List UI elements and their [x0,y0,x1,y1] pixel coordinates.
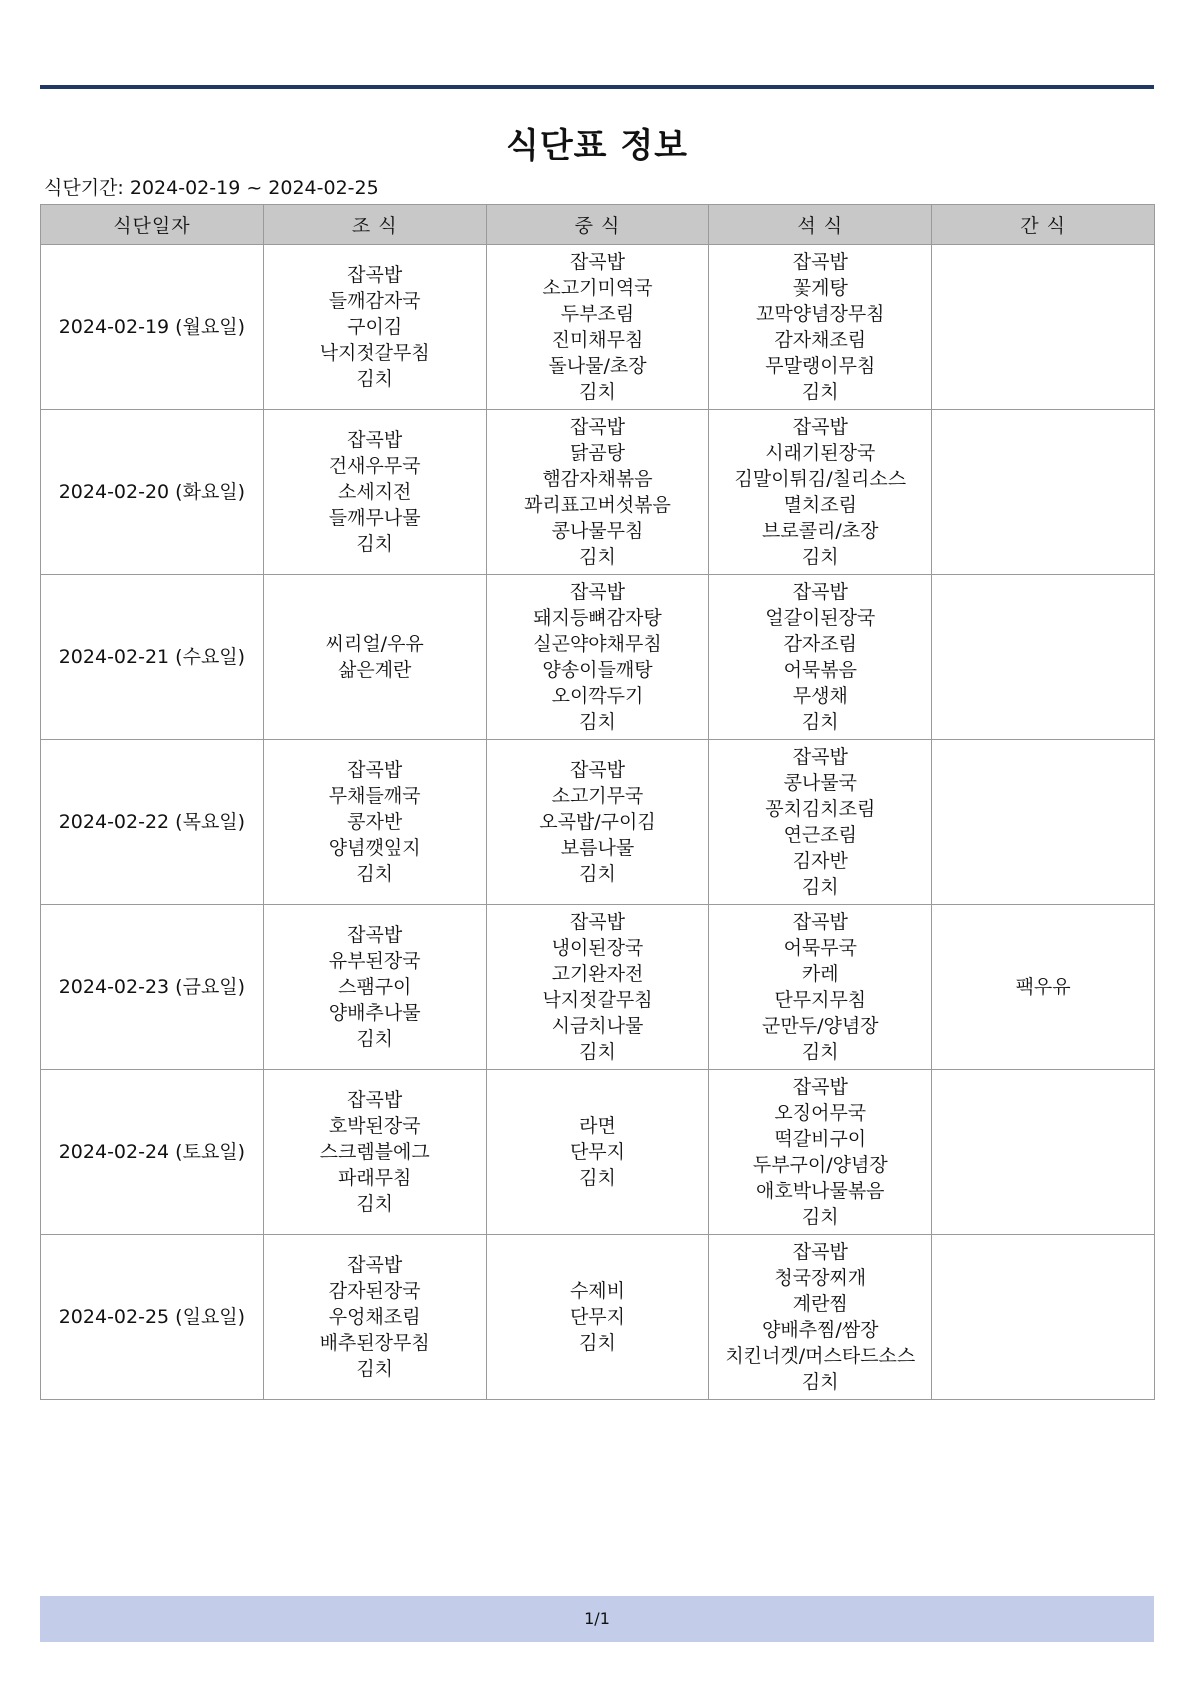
dish-item: 구이김 [347,316,403,338]
dish-item: 두부구이/양념장 [752,1154,888,1176]
dish-item: 김치 [801,711,839,733]
cell-lunch [486,1070,709,1235]
dish-item: 시금치나물 [551,1015,644,1037]
top-divider [40,85,1154,89]
table-header-row [41,205,1155,245]
header-date: 식단일자 [41,205,264,245]
dish-item: 보름나물 [560,837,635,859]
dish-item: 파래무침 [337,1167,412,1189]
dish-item: 스팸구이 [337,976,412,998]
dish-item: 돼지등뼈감자탕 [533,607,662,629]
dish-item: 냉이된장국 [551,937,644,959]
cell-date: 2024-02-20 (화요일) [41,410,264,575]
dish-item: 양념깻잎지 [328,837,421,859]
cell-lunch [486,1235,709,1400]
dish-item: 낙지젓갈무침 [319,342,430,364]
dish-item: 김자반 [792,850,848,872]
dish-item: 소고기무국 [551,785,644,807]
dish-item: 브로콜리/초장 [762,520,879,542]
dish-item: 김치 [801,876,839,898]
dish-item: 잡곡밥 [792,416,848,438]
table-row [41,1070,1155,1235]
cell-snack [932,905,1155,1070]
cell-date: 2024-02-24 (토요일) [41,1070,264,1235]
dish-item: 잡곡밥 [792,1241,848,1263]
header-breakfast: 조 식 [263,205,486,245]
dish-item: 무생채 [792,685,848,707]
meal-table [40,204,1155,1400]
dish-item: 잡곡밥 [347,924,403,946]
dish-item: 김치 [579,1041,616,1063]
table-row [41,1235,1155,1400]
dish-item: 김치 [579,711,616,733]
table-row [41,410,1155,575]
dish-item: 닭곰탕 [569,442,626,464]
dish-item: 무말랭이무침 [765,355,876,377]
cell-breakfast [263,1070,486,1235]
cell-breakfast [263,905,486,1070]
dish-item: 잡곡밥 [347,1089,403,1111]
dish-item: 김치 [356,1358,394,1380]
dish-item: 라면 [579,1115,616,1137]
dish-item: 삶은계란 [337,659,412,681]
dish-item: 잡곡밥 [792,746,848,768]
dish-item: 김치 [579,1332,616,1354]
dish-item: 잡곡밥 [347,429,403,451]
cell-snack [932,410,1155,575]
dish-item: 두부조림 [560,303,635,325]
dish-item: 김치 [801,1041,839,1063]
cell-snack [932,1235,1155,1400]
dish-item: 잡곡밥 [792,1076,848,1098]
dish-item: 돌나물/초장 [548,355,647,377]
cell-dinner [709,740,932,905]
dish-item: 김치 [356,533,394,555]
dish-item: 실곤약야채무침 [533,633,662,655]
cell-date: 2024-02-22 (목요일) [41,740,264,905]
dish-item: 씨리얼/우유 [325,633,424,655]
cell-dinner [709,410,932,575]
meal-period: 식단기간: 2024-02-19 ~ 2024-02-25 [44,177,379,199]
dish-item: 떡갈비구이 [774,1128,867,1150]
cell-lunch [486,575,709,740]
dish-item: 배추된장무침 [319,1332,430,1354]
cell-snack [932,1070,1155,1235]
dish-item: 꽁치김치조림 [765,798,876,820]
dish-item: 김치 [579,863,616,885]
header-dinner: 석 식 [709,205,932,245]
dish-item: 우엉채조림 [328,1306,421,1328]
dish-item: 소고기미역국 [542,277,653,299]
dish-item: 콩나물국 [783,772,857,794]
dish-item: 꼬막양념장무침 [756,303,885,325]
header-lunch: 중 식 [486,205,709,245]
dish-item: 낙지젓갈무침 [542,989,653,1011]
page-footer [40,1596,1154,1642]
dish-item: 김치 [356,863,394,885]
dish-item: 김치 [356,1028,394,1050]
dish-item: 얼갈이된장국 [765,607,876,629]
page-number: 1/1 [584,1609,610,1628]
page-title: 식단표 정보 [505,126,689,166]
dish-item: 잡곡밥 [569,581,626,603]
cell-dinner [709,575,932,740]
cell-date: 2024-02-19 (월요일) [41,245,264,410]
dish-item: 연근조림 [783,824,857,846]
dish-item: 진미채무침 [551,329,644,351]
cell-lunch [486,410,709,575]
dish-item: 오징어무국 [774,1102,867,1124]
cell-date: 2024-02-23 (금요일) [41,905,264,1070]
dish-item: 잡곡밥 [347,264,403,286]
dish-item: 애호박나물볶음 [756,1180,885,1202]
cell-breakfast [263,410,486,575]
dish-item: 치킨너겟/머스타드소스 [725,1345,916,1367]
cell-lunch [486,245,709,410]
cell-breakfast [263,1235,486,1400]
dish-item: 김치 [356,368,394,390]
dish-item: 멸치조림 [783,494,857,516]
dish-item: 김치 [801,1206,839,1228]
dish-item: 군만두/양념장 [762,1015,879,1037]
dish-item: 잡곡밥 [569,759,626,781]
cell-dinner [709,1235,932,1400]
dish-item: 양배추찜/쌈장 [762,1319,879,1341]
dish-item: 소세지전 [337,481,412,503]
cell-dinner [709,1070,932,1235]
dish-item: 잡곡밥 [347,1254,403,1276]
dish-item: 단무지 [569,1141,626,1163]
dish-item: 단무지무침 [774,989,867,1011]
cell-breakfast [263,740,486,905]
dish-item: 김치 [801,381,839,403]
dish-item: 콩자반 [347,811,403,833]
dish-item: 팩우유 [1015,976,1071,998]
dish-item: 시래기된장국 [765,442,876,464]
dish-item: 오이깍두기 [551,685,644,707]
dish-item: 잡곡밥 [569,911,626,933]
dish-item: 어묵무국 [783,937,857,959]
dish-item: 무채들깨국 [328,785,421,807]
cell-snack [932,245,1155,410]
dish-item: 꽃게탕 [792,277,848,299]
table-body [41,245,1155,1400]
dish-item: 김치 [579,381,616,403]
table-row [41,905,1155,1070]
dish-item: 수제비 [569,1280,626,1302]
table-row [41,245,1155,410]
dish-item: 건새우무국 [328,455,421,477]
dish-item: 김치 [579,546,616,568]
header-snack: 간 식 [932,205,1155,245]
dish-item: 계란찜 [792,1293,848,1315]
table-row [41,575,1155,740]
dish-item: 콩나물무침 [551,520,644,542]
dish-item: 김말이튀김/칠리소스 [734,468,907,490]
dish-item: 김치 [801,546,839,568]
dish-item: 오곡밥/구이김 [539,811,656,833]
dish-item: 카레 [801,963,839,985]
cell-date: 2024-02-21 (수요일) [41,575,264,740]
dish-item: 청국장찌개 [774,1267,867,1289]
dish-item: 감자된장국 [328,1280,421,1302]
cell-dinner [709,245,932,410]
dish-item: 스크렘블에그 [319,1141,430,1163]
cell-lunch [486,740,709,905]
dish-item: 잡곡밥 [569,416,626,438]
table-row [41,740,1155,905]
dish-item: 잡곡밥 [569,251,626,273]
dish-item: 잡곡밥 [347,759,403,781]
dish-item: 김치 [356,1193,394,1215]
cell-snack [932,740,1155,905]
cell-date: 2024-02-25 (일요일) [41,1235,264,1400]
cell-lunch [486,905,709,1070]
cell-snack [932,575,1155,740]
dish-item: 호박된장국 [328,1115,421,1137]
dish-item: 들깨무나물 [328,507,421,529]
dish-item: 유부된장국 [328,950,421,972]
dish-item: 잡곡밥 [792,581,848,603]
dish-item: 꽈리표고버섯볶음 [524,494,671,516]
dish-item: 양송이들깨탕 [542,659,653,681]
cell-breakfast [263,245,486,410]
dish-item: 단무지 [569,1306,626,1328]
cell-breakfast [263,575,486,740]
dish-item: 감자조림 [783,633,857,655]
dish-item: 햄감자채볶음 [542,468,653,490]
dish-item: 김치 [579,1167,616,1189]
dish-item: 어묵볶음 [783,659,857,681]
dish-item: 잡곡밥 [792,911,848,933]
dish-item: 감자채조림 [774,329,867,351]
cell-dinner [709,905,932,1070]
dish-item: 들깨감자국 [328,290,421,312]
dish-item: 김치 [801,1371,839,1393]
dish-item: 잡곡밥 [792,251,848,273]
dish-item: 고기완자전 [551,963,644,985]
dish-item: 양배추나물 [328,1002,421,1024]
